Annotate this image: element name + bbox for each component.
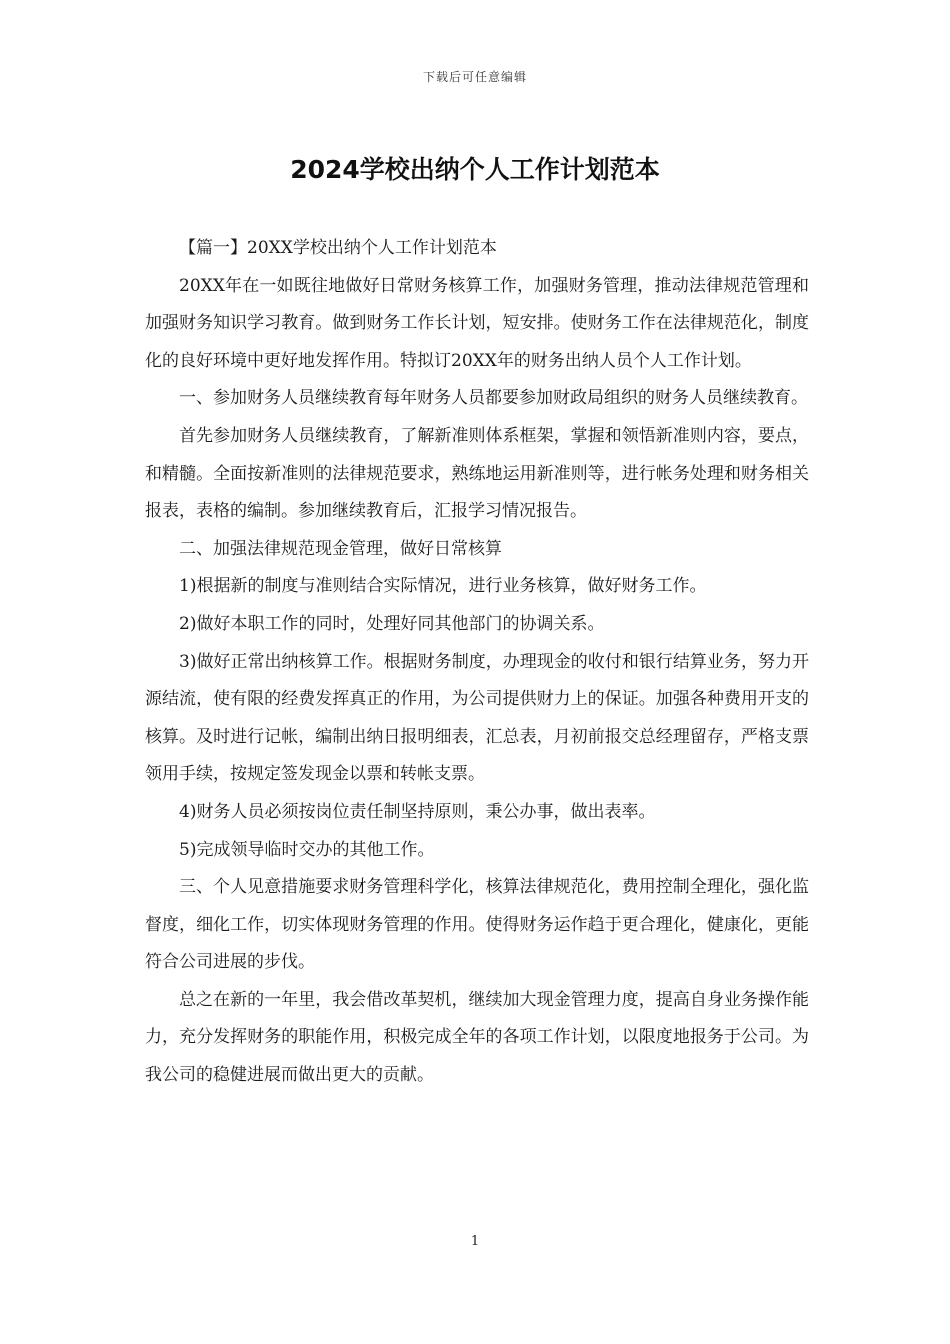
paragraph: 一、参加财务人员继续教育每年财务人员都要参加财政局组织的财务人员继续教育。 [179,388,808,409]
section-heading: 【篇一】20XX学校出纳个人工作计划范本 [179,238,497,258]
paragraph: 2)做好本职工作的同时，处理好同其他部门的协调关系。 [179,613,605,634]
paragraph: 1)根据新的制度与准则结合实际情况，进行业务核算，做好财务工作。 [179,576,707,597]
document-title: 2024学校出纳个人工作计划范本 [290,155,660,184]
paragraph: 总之在新的一年里，我会借改革契机，继续加大现金管理力度，提高自身业务操作能力，充分发挥财务的职能作用，积极完成全年的各项工作计划，以限度地报务于公司。为我公司的稳健进展而做出更大的贡献。 [145,989,809,1086]
header-note: 下载后可任意编辑 [422,70,527,84]
paragraph: 4)财务人员必须按岗位责任制坚持原则，秉公办事，做出表率。 [179,801,656,822]
paragraph: 二、加强法律规范现金管理，做好日常核算 [179,538,502,559]
paragraph: 3)做好正常出纳核算工作。根据财务制度，办理现金的收付和银行结算业务，努力开源结流，使有限的经费发挥真正的作用，为公司提供财力上的保证。加强各种费用开支的核算。及时进行记帐，编制出纳日报明细表，汇总表，月初前报交总经理留存，严格支票领用手续，按规定签发现金以票和转帐支票。 [145,651,809,785]
paragraph: 三、个人见意措施要求财务管理科学化，核算法律规范化，费用控制全理化，强化监督度，细化工作，切实体现财务管理的作用。使得财务运作趋于更合理化，健康化，更能符合公司进展的步伐。 [145,877,809,973]
paragraph: 首先参加财务人员继续教育，了解新准则体系框架，掌握和领悟新准则内容，要点，和精髓。全面按新准则的法律规范要求，熟练地运用新准则等，进行帐务处理和财务相关报表，表格的编制。参加继续教育后，汇报学习情况报告。 [145,425,809,522]
paragraph: 5)完成领导临时交办的其他工作。 [179,839,435,860]
paragraph: 20XX年在一如既往地做好日常财务核算工作，加强财务管理，推动法律规范管理和加强财务知识学习教育。做到财务工作长计划，短安排。使财务工作在法律规范化，制度化的良好环境中更好地发挥作用。特拟订20XX年的财务出纳人员个人工作计划。 [145,275,809,371]
page-number: 1 [470,1234,480,1249]
document-body [145,230,809,1095]
